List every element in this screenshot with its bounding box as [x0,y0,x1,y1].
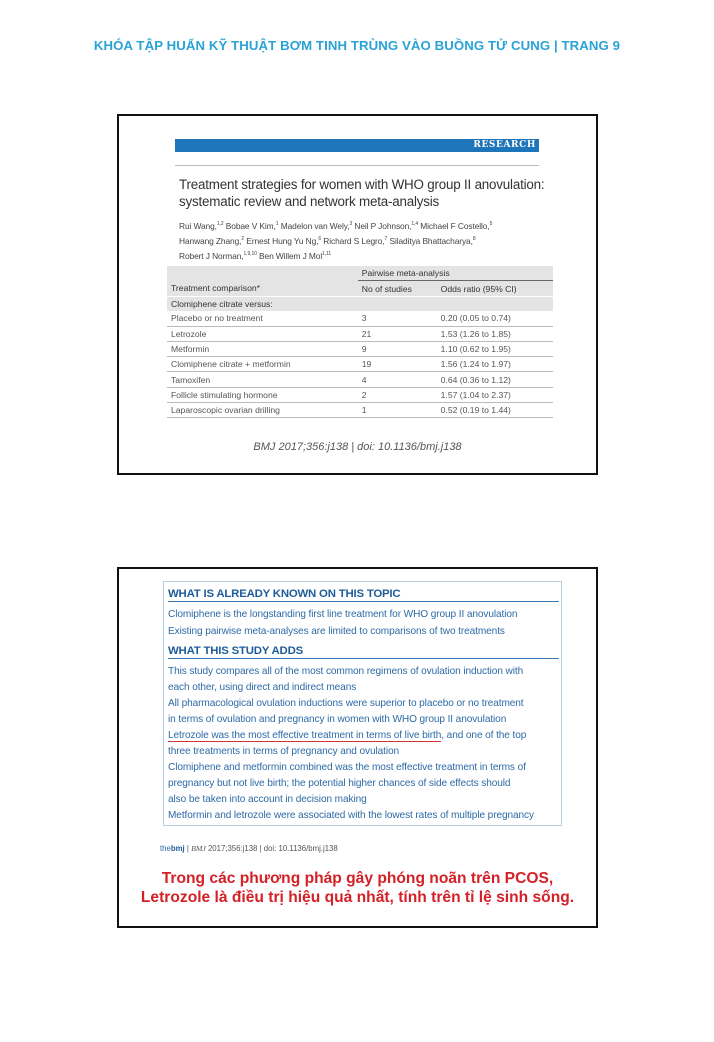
adds-line: three treatments in terms of pregnancy and ovulation [168,746,400,757]
author-affiliation: 1,4 [411,221,419,227]
cell-comparison: Placebo or no treatment [167,311,358,326]
author: Richard S Legro, [321,235,385,246]
cell-odds-ratio: 1.10 (0.62 to 1.95) [437,341,553,356]
author: Ben Willem J Mol [256,250,323,261]
author-affiliation: 1,9,10 [243,250,257,257]
bmj-logo-the: the [160,844,171,853]
author: Rui Wang, [179,220,217,231]
bmj-logo-bmj: bmj [170,844,185,853]
article-title-line: systematic review and network meta-analysis [179,194,440,209]
conclusion-line: Letrozole là điều trị hiệu quả nhất, tính trên tỉ lệ sinh sống. [140,889,575,906]
table-row [167,372,553,387]
adds-line: Clomiphene and metformin combined was the most effective treatment in terms of [168,762,526,773]
title-divider [175,165,539,166]
cell-comparison: Laparoscopic ovarian drilling [167,403,358,418]
adds-heading: WHAT THIS STUDY ADDS [168,645,559,659]
cell-studies: 21 [358,326,437,341]
author: Robert J Norman, [179,250,244,261]
adds-line: in terms of ovulation and pregnancy in women with WHO group II anovulation [168,714,507,725]
table-row [167,311,553,326]
research-section-bar [175,139,539,152]
known-line: Existing pairwise meta-analyses are limited to comparisons of two treatments [168,626,505,637]
table-row [167,403,553,418]
author: Neil P Johnson, [352,220,412,231]
article-title [179,176,549,210]
table-row [167,387,553,402]
highlighted-finding: Letrozole was the most effective treatment in terms of live birth [168,730,442,741]
author-affiliation: 1,11 [322,250,332,257]
author: Madelon van Wely, [278,220,350,231]
conclusion-line: Trong các phương pháp gây phóng noãn trên PCOS, [161,870,554,887]
table-row [167,341,553,356]
cell-studies: 19 [358,357,437,372]
cell-odds-ratio: 0.20 (0.05 to 0.74) [437,311,553,326]
cell-studies: 4 [358,372,437,387]
author-affiliation: 8 [472,235,476,242]
author: Bobae V Kim, [223,220,276,231]
cell-comparison: Follicle stimulating hormone [167,387,358,402]
adds-line-highlight [168,728,563,744]
slide-study-summary [117,567,598,928]
author-affiliation: 5 [489,221,493,227]
cell-studies: 3 [358,311,437,326]
cell-odds-ratio: 1.57 (1.04 to 2.37) [437,387,553,402]
adds-line: This study compares all of the most common regimens of ovulation induction with [168,666,524,677]
odds-ratio-table [167,266,553,418]
cell-odds-ratio: 0.64 (0.36 to 1.12) [437,372,553,387]
author: Hanwang Zhang, [179,235,242,246]
cell-odds-ratio: 1.56 (1.24 to 1.97) [437,357,553,372]
table-group-label: Clomiphene citrate versus: [167,297,553,312]
column-header: Odds ratio (95% CI) [437,281,553,297]
author: Michael F Costello, [418,220,490,231]
slide-research-article [117,114,598,475]
article-title-line: Treatment strategies for women with WHO group II anovulation: [179,177,545,192]
author: Ernest Hung Yu Ng, [244,235,319,246]
adds-line: All pharmacological ovulation inductions were superior to placebo or no treatment [168,698,524,709]
author-affiliation: 6 [318,235,322,242]
cell-studies: 1 [358,403,437,418]
author-affiliation: 1,2 [216,221,224,227]
adds-line: Metformin and letrozole were associated with the lowest rates of multiple pregnancy [168,810,534,821]
author-list [179,218,549,262]
footer-reference: 2017;356:j138 | doi: 10.1136/bmj.j138 [205,844,338,853]
cell-comparison: Letrozole [167,326,358,341]
group-header: Pairwise meta-analysis [358,266,553,281]
known-heading: WHAT IS ALREADY KNOWN ON THIS TOPIC [168,588,559,602]
cell-odds-ratio: 0.52 (0.19 to 1.44) [437,403,553,418]
column-header: Treatment comparison* [167,281,358,297]
vietnamese-conclusion [119,869,596,907]
journal-name: BMJ [191,844,206,853]
table-row [167,357,553,372]
cell-studies: 9 [358,341,437,356]
table-header-blank [167,266,358,281]
highlighted-rest: , and one of the top [441,730,527,741]
bmj-footer [160,844,338,853]
author: Siladitya Bhattacharya, [387,235,473,246]
summary-box [163,581,562,826]
adds-line: each other, using direct and indirect means [168,682,357,693]
cell-comparison: Clomiphene citrate + metformin [167,357,358,372]
footer-separator: | [184,844,192,853]
column-header: No of studies [358,281,437,297]
known-line: Clomiphene is the longstanding first line treatment for WHO group II anovulation [168,609,518,620]
adds-line: pregnancy but not live birth; the potential higher chances of side effects should [168,778,511,789]
author-affiliation: 3 [349,221,353,227]
author-affiliation: 2 [241,235,245,242]
adds-line: also be taken into account in decision making [168,794,367,805]
author-affiliation: 7 [384,235,388,242]
cell-studies: 2 [358,387,437,402]
citation: BMJ 2017;356:j138 | doi: 10.1136/bmj.j138 [253,441,462,453]
author-affiliation: 1 [275,221,279,227]
page-header: KHÓA TẬP HUẤN KỸ THUẬT BƠM TINH TRÙNG VÀO BUỒNG TỬ CUNG | TRANG 9 [93,38,621,53]
cell-comparison: Metformin [167,341,358,356]
cell-odds-ratio: 1.53 (1.26 to 1.85) [437,326,553,341]
cell-comparison: Tamoxifen [167,372,358,387]
table-row [167,326,553,341]
section-label: RESEARCH [473,140,536,150]
